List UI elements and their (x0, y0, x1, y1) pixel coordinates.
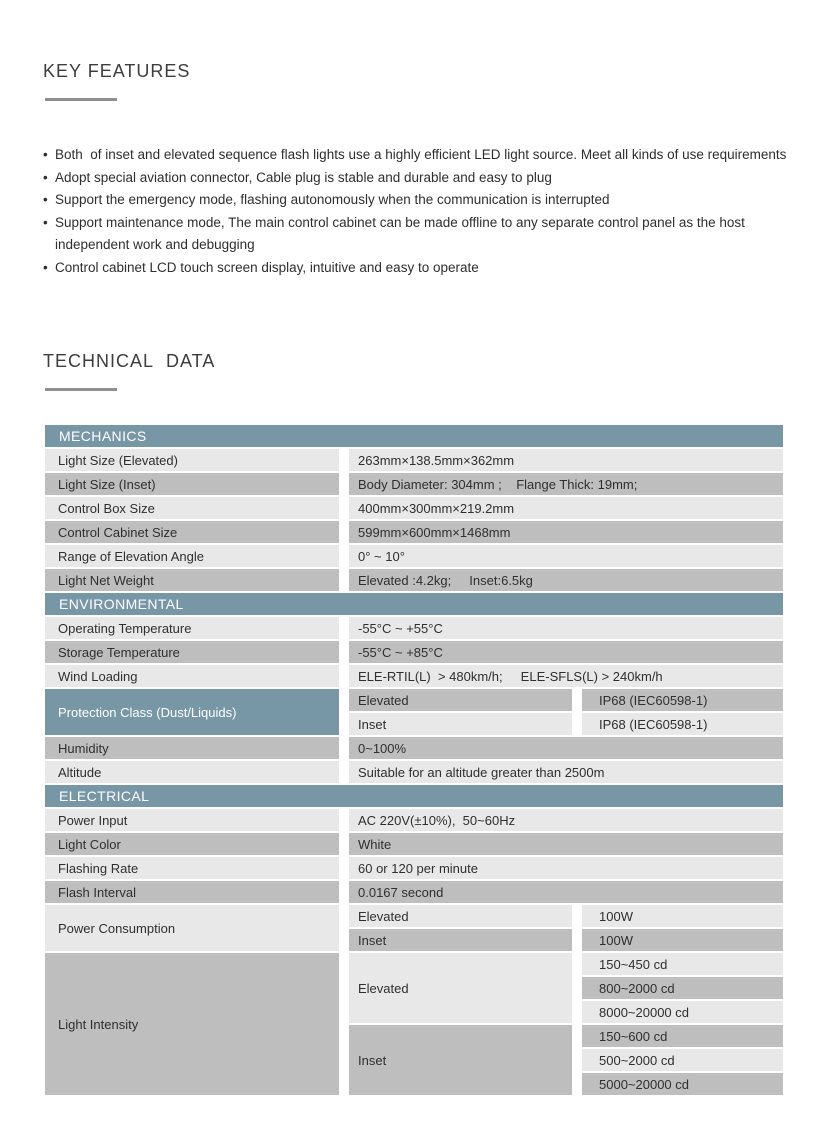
spec-sublabel: Elevated (349, 905, 572, 927)
spec-sublabel: Elevated (349, 953, 572, 1023)
table-row (349, 929, 783, 951)
table-row (45, 809, 783, 831)
spec-value: 8000~20000 cd (582, 1001, 783, 1023)
spec-value: Suitable for an altitude greater than 2500m (349, 761, 783, 783)
spec-value: 60 or 120 per minute (349, 857, 783, 879)
spec-value: 0° ~ 10° (349, 545, 783, 567)
spec-value: 800~2000 cd (582, 977, 783, 999)
spec-label: Flash Interval (45, 881, 339, 903)
feature-item: • Both of inset and elevated sequence flash lights use a highly efficient LED light source. Meet all kinds of use requirements (43, 144, 793, 167)
spec-label: Light Size (Inset) (45, 473, 339, 495)
spec-value: 150~600 cd (582, 1025, 783, 1047)
spec-value: -55°C ~ +55°C (349, 617, 783, 639)
spec-value: Body Diameter: 304mm ; Flange Thick: 19mm; (349, 473, 783, 495)
spec-value: White (349, 833, 783, 855)
table-row (45, 665, 783, 687)
spec-value: 599mm×600mm×1468mm (349, 521, 783, 543)
spec-value: 5000~20000 cd (582, 1073, 783, 1095)
spec-label: Protection Class (Dust/Liquids) (45, 689, 339, 735)
spec-value: ELE-RTIL(L) > 480km/h; ELE-SFLS(L) > 240km/h (349, 665, 783, 687)
spec-value: IP68 (IEC60598-1) (582, 713, 783, 735)
feature-item: • Control cabinet LCD touch screen display, intuitive and easy to operate (43, 257, 793, 280)
feature-item: • Adopt special aviation connector, Cable plug is stable and durable and easy to plug (43, 167, 793, 190)
light-intensity-elevated-group (349, 953, 783, 1023)
table-row (45, 545, 783, 567)
technical-data-title: TECHNICAL DATA (43, 351, 216, 371)
feature-item: • Support the emergency mode, flashing autonomously when the communication is interrupted (43, 189, 793, 212)
spec-label: Storage Temperature (45, 641, 339, 663)
table-row (349, 905, 783, 927)
key-features-title: KEY FEATURES (43, 61, 191, 81)
table-row (45, 737, 783, 759)
spec-value: IP68 (IEC60598-1) (582, 689, 783, 711)
section-header-mechanics: MECHANICS (45, 425, 783, 447)
table-row (349, 689, 783, 711)
spec-label: Wind Loading (45, 665, 339, 687)
spec-label: Power Input (45, 809, 339, 831)
power-consumption-block (45, 905, 783, 951)
spec-label: Control Box Size (45, 497, 339, 519)
key-features-list (43, 144, 793, 279)
spec-value: 100W (582, 905, 783, 927)
spec-label: Flashing Rate (45, 857, 339, 879)
light-intensity-block (45, 953, 783, 1095)
table-row (45, 497, 783, 519)
spec-sublabel: Inset (349, 1025, 572, 1095)
spec-label: Light Size (Elevated) (45, 449, 339, 471)
table-row (45, 641, 783, 663)
spec-value: 500~2000 cd (582, 1049, 783, 1071)
table-row (45, 449, 783, 471)
spec-value: 150~450 cd (582, 953, 783, 975)
spec-sublabel: Elevated (349, 689, 572, 711)
spec-value: 263mm×138.5mm×362mm (349, 449, 783, 471)
spec-value: -55°C ~ +85°C (349, 641, 783, 663)
table-row (45, 521, 783, 543)
technical-data-table (45, 425, 783, 1097)
protection-class-block (45, 689, 783, 735)
key-features-underline (45, 98, 117, 101)
technical-data-underline (45, 388, 117, 391)
spec-label: Range of Elevation Angle (45, 545, 339, 567)
spec-label: Operating Temperature (45, 617, 339, 639)
spec-label: Light Intensity (45, 953, 339, 1095)
spec-label: Altitude (45, 761, 339, 783)
spec-value: Elevated :4.2kg; Inset:6.5kg (349, 569, 783, 591)
spec-label: Light Color (45, 833, 339, 855)
table-row (45, 569, 783, 591)
spec-sublabel: Inset (349, 929, 572, 951)
spec-label: Light Net Weight (45, 569, 339, 591)
section-header-environmental: ENVIRONMENTAL (45, 593, 783, 615)
spec-value: AC 220V(±10%), 50~60Hz (349, 809, 783, 831)
spec-value: 100W (582, 929, 783, 951)
spec-label: Power Consumption (45, 905, 339, 951)
spec-label: Humidity (45, 737, 339, 759)
light-intensity-inset-group (349, 1025, 783, 1095)
spec-value: 400mm×300mm×219.2mm (349, 497, 783, 519)
table-row (45, 857, 783, 879)
table-row (45, 761, 783, 783)
feature-item: • Support maintenance mode, The main control cabinet can be made offline to any separate control panel as the host independent work and debugging (43, 212, 793, 257)
table-row (45, 881, 783, 903)
table-row (45, 833, 783, 855)
table-row (45, 617, 783, 639)
spec-value: 0~100% (349, 737, 783, 759)
spec-value: 0.0167 second (349, 881, 783, 903)
spec-label: Control Cabinet Size (45, 521, 339, 543)
section-header-electrical: ELECTRICAL (45, 785, 783, 807)
table-row (349, 713, 783, 735)
spec-sublabel: Inset (349, 713, 572, 735)
table-row (45, 473, 783, 495)
